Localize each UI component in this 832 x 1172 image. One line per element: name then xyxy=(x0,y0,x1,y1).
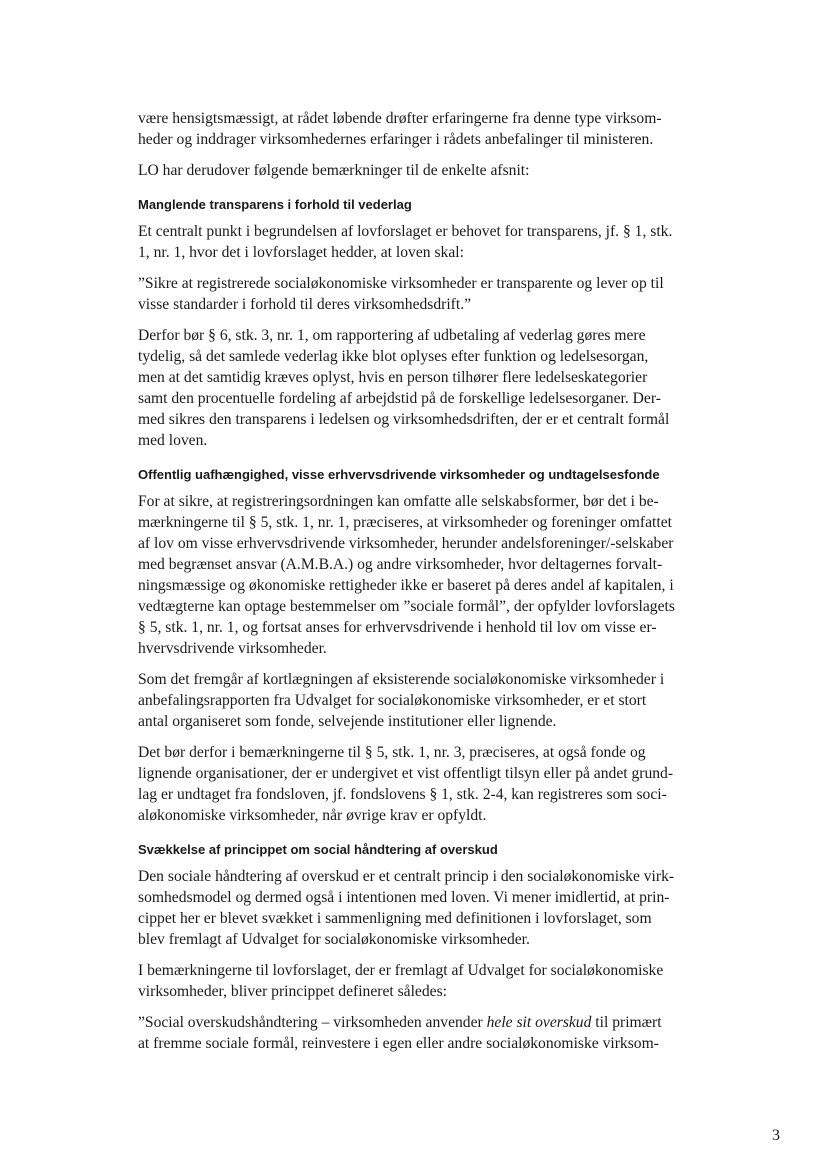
paragraph: For at sikre, at registreringsordningen kan omfatte alle selskabsformer, bør det i be- mærkningerne til § 5, stk. 1, nr. 1, præciseres, at virksomheder og foreninger omfattet af lov om visse erhvervsdrivende virksomheder, herunder andelsforeninger/-selskaber med begrænset ansvar (A.M.B.A.) og andre virksomheder, hvor deltagernes forvalt- ningsmæssige og økonomiske rettigheder ikke er baseret på deres andel af kapitalen, i vedtægterne kan optage bestemmelser om ”sociale formål”, der opfylder lovforslagets § 5, stk. 1, nr. 1, og fortsat anses for erhvervsdrivende i henhold til lov om visse er- hvervsdrivende virksomheder. xyxy=(138,493,675,657)
paragraph: Derfor bør § 6, stk. 3, nr. 1, om rapportering af udbetaling af vederlag gøres mere tydelig, så det samlede vederlag ikke blot oplyses efter funktion og ledelsesorgan, men at det samtidig kræves oplyst, hvis en person tilhører flere ledelseskategorier samt den procentuelle fordeling af arbejdstid på de forskellige ledelsesorganer. Der- med sikres den transparens i ledelsen og virksomhedsdriften, der er et centralt formål med loven. xyxy=(138,327,670,449)
paragraph: Den sociale håndtering af overskud er et centralt princip i den socialøkonomiske virk- somhedsmodel og dermed også i intentionen med loven. Vi mener imidlertid, at prin- cippet her er blevet svækket i sammenligning med definitionen i lovforslaget, som blev fremlagt af Udvalget for socialøkonomiske virksomheder. xyxy=(138,868,675,948)
paragraph: Det bør derfor i bemærkningerne til § 5, stk. 1, nr. 3, præciseres, at også fonde og lignende organisationer, der er undergivet et vist offentligt tilsyn eller på andet grund- lag er undtaget fra fondsloven, jf. fondslovens § 1, stk. 2-4, kan registreres som soci- aløkonomiske virksomheder, når øvrige krav er opfyldt. xyxy=(138,744,674,824)
paragraph: Et centralt punkt i begrundelsen af lovforslaget er behovet for transparens, jf. § 1, stk. 1, nr. 1, hvor det i lovforslaget hedder, at loven skal: xyxy=(138,223,673,261)
section-heading-transparency: Manglende transparens i forhold til vederlag xyxy=(138,197,412,212)
paragraph: I bemærkningerne til lovforslaget, der er fremlagt af Udvalget for socialøkonomiske virksomheder, bliver princippet defineret således: xyxy=(138,962,664,1000)
section-heading-surplus: Svækkelse af princippet om social håndtering af overskud xyxy=(138,842,498,857)
section-heading-independence: Offentlig uafhængighed, visse erhvervsdrivende virksomheder og undtagelsesfonde xyxy=(138,467,660,482)
paragraph-intro-2: LO har derudover følgende bemærkninger til de enkelte afsnit: xyxy=(138,162,530,179)
paragraph-intro-1: være hensigtsmæssigt, at rådet løbende drøfter erfaringerne fra denne type virksom- heder og inddrager virksomhedernes erfaringer i rådets anbefalinger til ministeren. xyxy=(138,110,662,148)
quote-text-end: til primært at fremme sociale formål, reinvestere i egen eller andre socialøkonomiske virksom- xyxy=(138,1014,662,1052)
paragraph: Som det fremgår af kortlægningen af eksisterende socialøkonomiske virksomheder i anbefalingsrapporten fra Udvalget for socialøkonomiske virksomheder, er et stort antal organiseret som fonde, selvejende institutioner eller lignende. xyxy=(138,671,665,730)
quote-text-emphasis: hele sit overskud xyxy=(486,1014,592,1031)
quote-paragraph: ”Sikre at registrerede socialøkonomiske virksomheder er transparente og lever op til visse standarder i forhold til deres virksomhedsdrift.” xyxy=(138,275,664,313)
page-content xyxy=(138,108,710,1064)
quote-text-start: ”Social overskudshåndtering – virksomheden anvender xyxy=(138,1014,487,1031)
page-number: 3 xyxy=(772,1127,780,1144)
quote-paragraph-last xyxy=(138,1012,710,1054)
